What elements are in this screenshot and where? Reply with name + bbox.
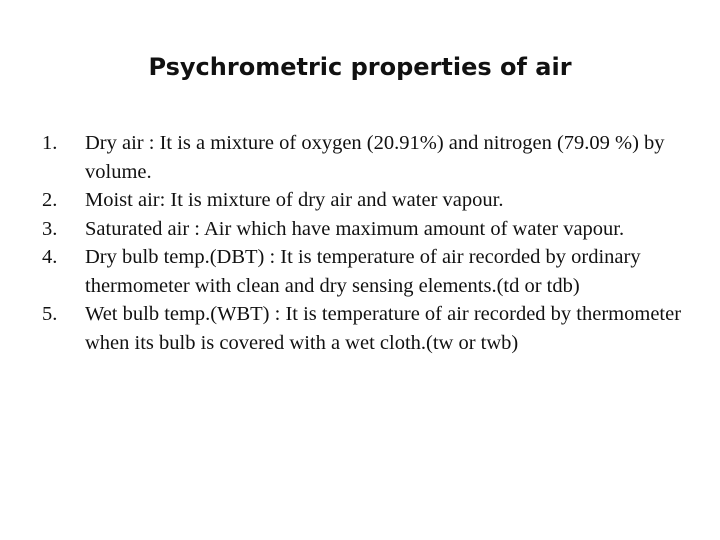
item-text: Dry air : It is a mixture of oxygen (20.91%) and nitrogen (79.09 %) by volume. — [85, 132, 665, 183]
item-text: Wet bulb temp.(WBT) : It is temperature of air recorded by thermometer when its bulb is covered with a wet cloth.(tw or twb) — [85, 303, 682, 354]
item-number: 2. — [42, 189, 58, 211]
item-text: Dry bulb temp.(DBT) : It is temperature of air recorded by ordinary thermometer with clean and dry sensing elements.(td or tdb) — [85, 246, 641, 297]
item-text: Saturated air : Air which have maximum amount of water vapour. — [85, 217, 625, 240]
item-number: 1. — [42, 132, 58, 154]
list-item — [42, 300, 702, 357]
definition-list — [42, 129, 702, 357]
list-item — [42, 243, 702, 300]
item-number: 3. — [42, 217, 58, 240]
list-item — [42, 186, 702, 215]
slide-title: Psychrometric properties of air — [148, 53, 572, 81]
list-item — [42, 215, 702, 244]
list-item — [42, 129, 702, 186]
item-number: 5. — [42, 303, 58, 325]
item-text: Moist air: It is mixture of dry air and water vapour. — [85, 189, 504, 211]
item-number: 4. — [42, 246, 58, 268]
